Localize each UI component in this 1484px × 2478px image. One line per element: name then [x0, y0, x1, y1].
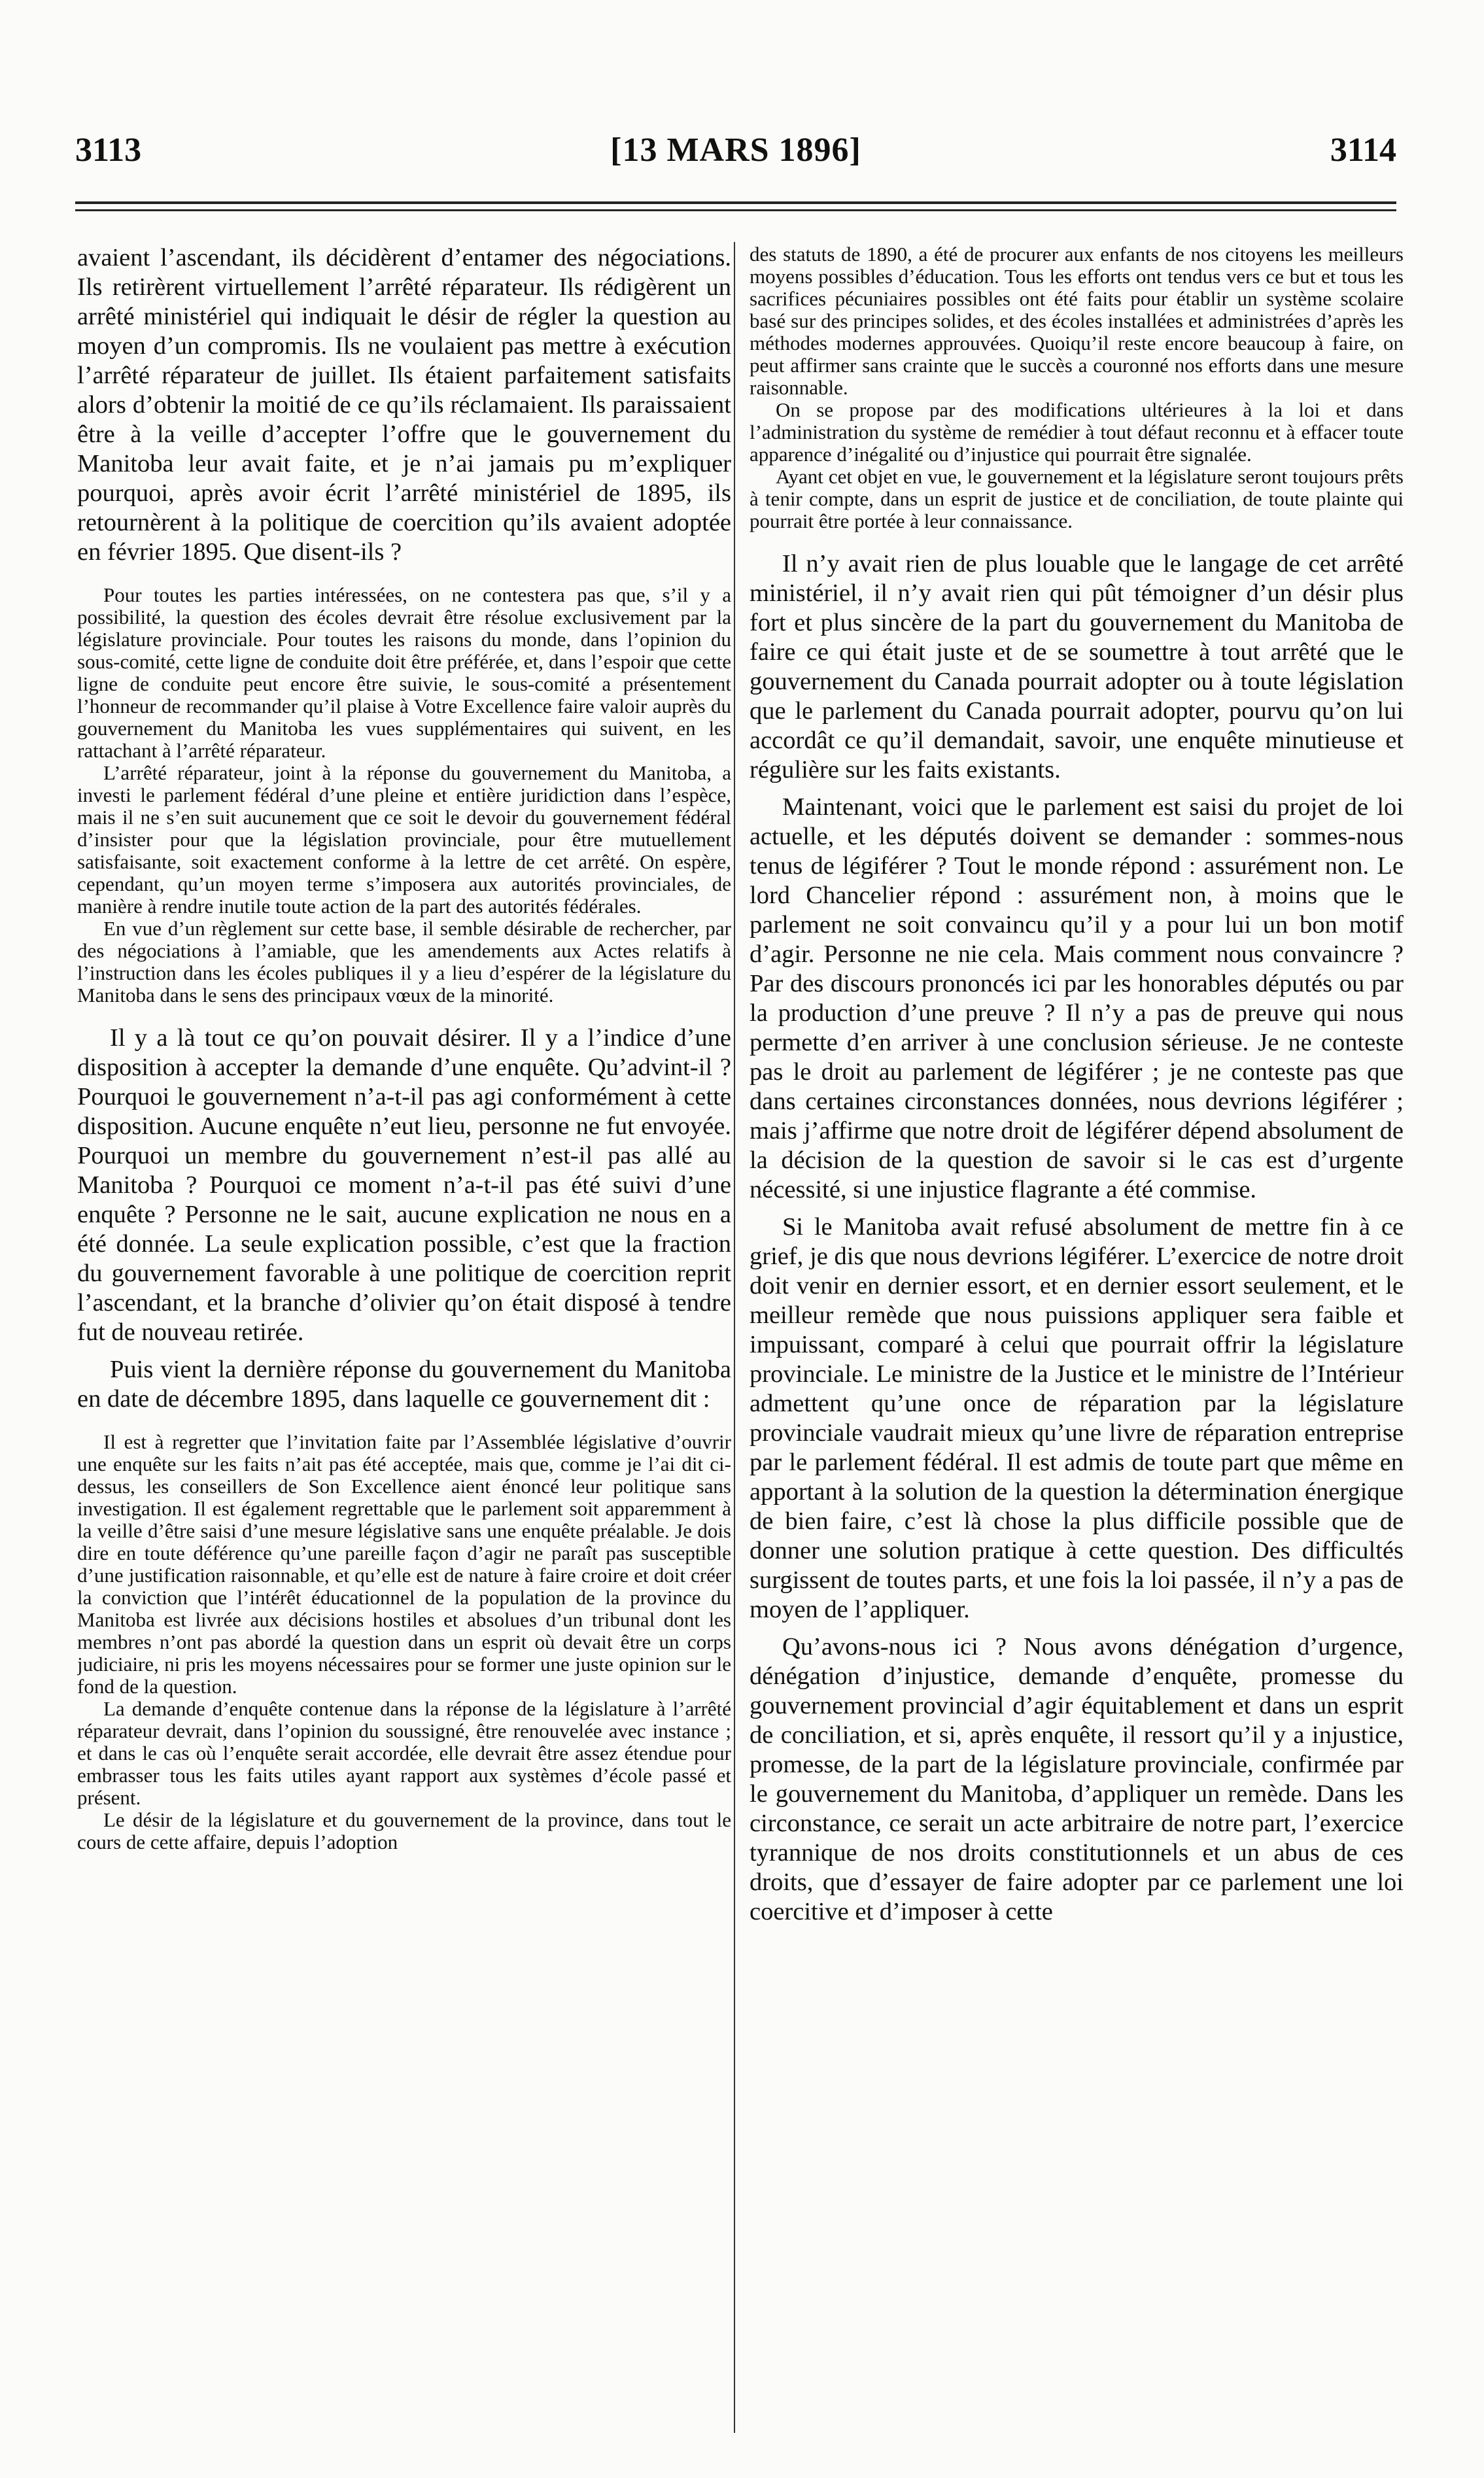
paragraph: Puis vient la dernière réponse du gouvernement du Manitoba en date de décembre 1895, dans laquelle ce gouvernement dit :: [77, 1356, 731, 1413]
left-column: [77, 243, 731, 2434]
quoted-paragraph: En vue d’un règlement sur cette base, il semble désirable de rechercher, par des négociations à l’amiable, que les amendements aux Actes relatifs à l’instruction dans les écoles publiques il y a lieu d’espérer de la législature du Manitoba dans le sens des principaux vœux de la minorité.: [77, 917, 731, 1007]
header-date: [13 MARS 1896]: [610, 131, 861, 169]
right-column: [750, 243, 1404, 2434]
quoted-paragraph: Pour toutes les parties intéressées, on ne contestera pas que, s’il y a possibilité, la question des écoles devrait être résolue exclusivement par la législature provinciale. Pour toutes les raisons du monde, dans l’opinion du sous-comité, cette ligne de conduite doit être préférée, et, dans l’espoir que cette ligne de conduite peut encore être suivie, le sous-comité a présentement l’honneur de recommander qu’il plaise à Votre Excellence faire valoir auprès du gouvernement du Manitoba les vues supplémentaires qui suivent, en les rattachant à l’arrêté réparateur.: [77, 583, 731, 762]
quoted-paragraph: L’arrêté réparateur, joint à la réponse du gouvernement du Manitoba, a investi le parlement fédéral d’une pleine et entière juridiction dans l’espèce, mais il ne s’en suit aucunement que ce soit le devoir du gouvernement fédéral d’insister pour que la législation provinciale, pour être mutuellement satisfaisante, soit exactement conforme à la lettre de cet arrêté. On espère, cependant, qu’un moyen terme s’imposera aux autorités provinciales, de manière à rendre inutile toute action de la part des autorités fédérales.: [77, 761, 731, 918]
quoted-paragraph: Il est à regretter que l’invitation faite par l’Assemblée législative d’ouvrir une enquête sur les faits n’ait pas été acceptée, mais que, comme je l’ai dit ci-dessus, les conseillers de Son Excellence aient énoncé leur politique sans investigation. Il est également regrettable que le parlement soit apparemment à la veille d’être saisi d’une mesure législative sans une enquête préalable. Je dois dire en toute déférence qu’une pareille façon d’agir ne paraît pas susceptible d’une justification raisonnable, et qu’elle est de nature à faire croire et doit créer la conviction que l’intérêt éducationnel de la population de la province du Manitoba est livrée aux décisions hostiles et absolues d’un tribunal dont les membres n’ont pas abordé la question dans un esprit où devait être un corps judiciaire, ni pris les moyens nécessaires pour se former une juste opinion sur le fond de la question.: [77, 1430, 731, 1698]
quoted-paragraph: Le désir de la législature et du gouvernement de la province, dans tout le cours de cette affaire, depuis l’adoption: [77, 1808, 731, 1853]
page-number-left: 3113: [75, 131, 142, 169]
header-rule-bottom: [75, 209, 1396, 211]
paragraph: Qu’avons-nous ici ? Nous avons dénégation d’urgence, dénégation d’injustice, demande d’enquête, promesse du gouvernement provincial d’agir équitablement et dans un esprit de conciliation, et si, après enquête, il ressort qu’il y a injustice, promesse, de la part de la législature provinciale, confirmée par le gouvernement du Manitoba, d’appliquer un remède. Dans les circonstance, ce serait un acte arbitraire de notre part, l’exercice tyrannique de nos droits constitutionnels et un abus de ces droits, que d’essayer de faire adopter par ce parlement une loi coercitive et d’imposer à cette: [750, 1633, 1404, 1925]
quoted-paragraph: Ayant cet objet en vue, le gouvernement et la législature seront toujours prêts à tenir compte, dans un esprit de justice et de conciliation, de toute plainte qui pourrait être portée à leur connaissance.: [750, 465, 1404, 532]
paragraph: Maintenant, voici que le parlement est saisi du projet de loi actuelle, et les députés doivent se demander : sommes-nous tenus de légiférer ? Tout le monde répond : assurément non. Le lord Chancelier répond : assurément non, à moins que le parlement ne soit convaincu qu’il y a pour lui un bon motif d’agir. Personne ne nie cela. Mais comment nous convaincre ? Par des discours prononcés ici par les honorables députés ou par la production d’une preuve ? Il n’y a pas de preuve qui nous permette d’en arriver à une conclusion sérieuse. Je ne conteste pas le droit au parlement de légiférer ; je ne conteste pas que dans certaines circonstances données, nous devrions légiférer ; mais j’affirme que notre droit de légiférer dépend absolument de la décision de la question de savoir si le cas est d’urgente nécessité, si une injustice flagrante a été commise.: [750, 793, 1404, 1203]
quoted-paragraph: La demande d’enquête contenue dans la réponse de la législature à l’arrêté réparateur devrait, dans l’opinion du soussigné, être renouvelée avec instance ; et dans le cas où l’enquête serait accordée, elle devrait être assez étendue pour embrasser tous les faits utiles ayant rapport aux systèmes d’école passé et présent.: [77, 1697, 731, 1809]
paragraph: Il y a là tout ce qu’on pouvait désirer. Il y a l’indice d’une disposition à accepter la demande d’une enquête. Qu’advint-il ? Pourquoi le gouvernement n’a-t-il pas agi conformément à cette disposition. Aucune enquête n’eut lieu, personne ne fut envoyée. Pourquoi un membre du gouvernement n’est-il pas allé au Manitoba ? Pourquoi ce moment n’a-t-il pas été suivi d’une enquête ? Personne ne le sait, aucune explication ne nous en a été donnée. La seule explication possible, c’est que la fraction du gouvernement favorable à une politique de coercition reprit l’ascendant, et la branche d’olivier qu’on était disposé à tendre fut de nouveau retirée.: [77, 1024, 731, 1346]
page-number-right: 3114: [1330, 131, 1396, 169]
paragraph: Il n’y avait rien de plus louable que le langage de cet arrêté ministériel, il n’y avait rien qui pût témoigner d’un désir plus fort et plus sincère de la part du gouvernement du Manitoba de faire ce qui était juste et de se soumettre à tout arrêté que le gouvernement du Canada pourrait adopter ou à toute législation que le parlement du Canada pourrait adopter, pourvu qu’on lui accordât ce qu’il demandait, savoir, une enquête minutieuse et régulière sur les faits existants.: [750, 550, 1404, 783]
quoted-paragraph: On se propose par des modifications ultérieures à la loi et dans l’administration du système de remédier à tout défaut reconnu et à effacer toute apparence d’inégalité ou d’injustice qui pourrait être signalée.: [750, 398, 1404, 466]
page-header: [75, 124, 1396, 177]
paragraph: avaient l’ascendant, ils décidèrent d’entamer des négociations. Ils retirèrent virtuellement l’arrêté réparateur. Ils rédigèrent un arrêté ministériel qui indiquait le désir de régler la question au moyen d’un compromis. Ils ne voulaient pas mettre à exécution l’arrêté réparateur de juillet. Ils étaient parfaitement satisfaits alors d’obtenir la moitié de ce qu’ils réclamaient. Ils paraissaient être à la veille d’accepter l’offre que le gouvernement du Manitoba leur avait faite, et je n’ai jamais pu m’expliquer pourquoi, après avoir écrit l’arrêté ministériel de 1895, ils retournèrent à la politique de coercition qu’ils avaient adoptée en février 1895. Que disent-ils ?: [77, 244, 731, 566]
paragraph: Si le Manitoba avait refusé absolument de mettre fin à ce grief, je dis que nous devrions légiférer. L’exercice de notre droit doit venir en dernier essort, et en dernier essort seulement, et le meilleur remède que nous puissions appliquer sera faible et impuissant, comparé à celui que pourrait offrir la législature provinciale. Le ministre de la Justice et le ministre de l’Intérieur admettent qu’une once de réparation par la législature provinciale vaudrait mieux qu’une livre de réparation entreprise par le parlement fédéral. Il est admis de toute part que même en apportant à la solution de la question la détermination énergique de bien faire, c’est là chose la plus difficile possible que de donner une solution pratique à cette question. Des difficultés surgissent de toutes parts, et une fois la loi passée, il n’y a pas de moyen de l’appliquer.: [750, 1213, 1404, 1623]
quoted-paragraph: des statuts de 1890, a été de procurer aux enfants de nos citoyens les meilleurs moyens possibles d’éducation. Tous les efforts ont tendus vers ce but et tous les sacrifices pécuniaires possibles ont été faits pour établir un système scolaire basé sur des principes solides, et des écoles installées et administrées d’après les méthodes modernes approuvées. Quoiqu’il reste encore beaucoup à faire, on peut affirmer sans crainte que le succès a couronné nos efforts dans une mesure raisonnable.: [750, 243, 1404, 399]
column-divider: [734, 242, 735, 2433]
header-rule-top: [75, 201, 1396, 204]
